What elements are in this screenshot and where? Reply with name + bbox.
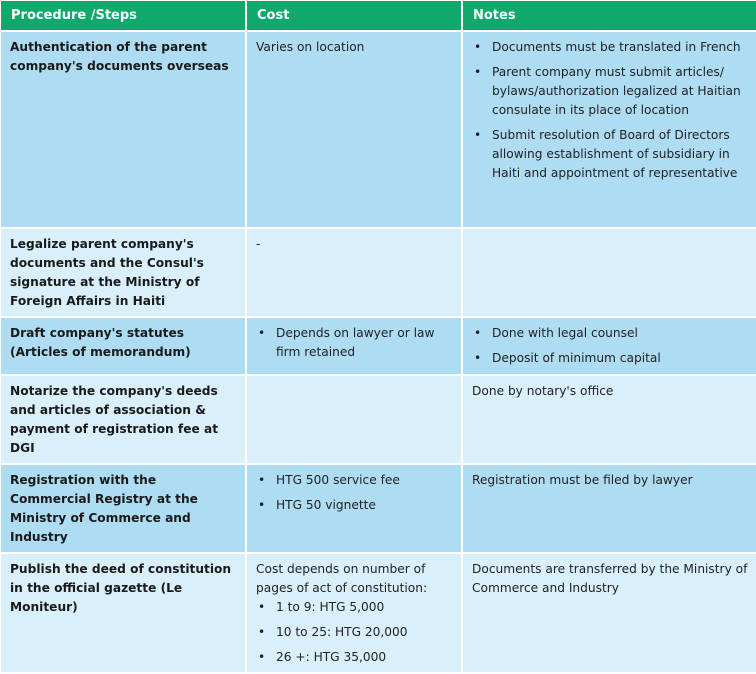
step-cell: Registration with the Commercial Registry at the Ministry of Commerce and Industry xyxy=(1,465,245,552)
table-row xyxy=(1,376,756,463)
table-row xyxy=(1,32,756,227)
step-cell: Publish the deed of constitution in the official gazette (Le Moniteur) xyxy=(1,554,245,672)
notes-list xyxy=(472,324,748,368)
step-cell: Authentication of the parent company's documents overseas xyxy=(1,32,245,227)
list-item: • Done with legal counsel xyxy=(472,324,748,343)
cost-cell xyxy=(247,318,461,374)
cost-lead-text: Cost depends on number of pages of act of constitution: xyxy=(256,562,428,595)
table-header-row xyxy=(1,1,756,30)
list-item: • 26 +: HTG 35,000 xyxy=(256,648,452,667)
step-cell: Legalize parent company's documents and the Consul's signature at the Ministry of Foreign Affairs in Haiti xyxy=(1,229,245,316)
cost-cell xyxy=(247,376,461,463)
list-item: • HTG 50 vignette xyxy=(256,496,452,515)
cost-cell: Varies on location xyxy=(247,32,461,227)
cost-cell xyxy=(247,465,461,552)
list-item: • Submit resolution of Board of Directors allowing establishment of subsidiary in Haiti and appointment of representative xyxy=(472,126,748,183)
notes-list xyxy=(472,38,748,183)
step-cell: Draft company's statutes (Articles of memorandum) xyxy=(1,318,245,374)
header-procedure-steps: Procedure /Steps xyxy=(1,1,245,30)
notes-cell: Registration must be filed by lawyer xyxy=(463,465,756,552)
header-notes: Notes xyxy=(463,1,756,30)
list-item: • Deposit of minimum capital xyxy=(472,349,748,368)
notes-cell xyxy=(463,229,756,316)
table-row xyxy=(1,229,756,316)
notes-cell xyxy=(463,32,756,227)
table-row xyxy=(1,554,756,672)
header-cost: Cost xyxy=(247,1,461,30)
notes-cell: Done by notary's office xyxy=(463,376,756,463)
list-item: • HTG 500 service fee xyxy=(256,471,452,490)
table-row xyxy=(1,318,756,374)
table-row xyxy=(1,465,756,552)
list-item: • Documents must be translated in French xyxy=(472,38,748,57)
step-cell: Notarize the company's deeds and articles of association & payment of registration fee at DGI xyxy=(1,376,245,463)
cost-cell xyxy=(247,554,461,672)
list-item: • Depends on lawyer or law firm retained xyxy=(256,324,452,362)
notes-cell xyxy=(463,318,756,374)
notes-cell: Documents are transferred by the Ministry of Commerce and Industry xyxy=(463,554,756,672)
list-item: • 1 to 9: HTG 5,000 xyxy=(256,598,452,617)
list-item: • Parent company must submit articles/ bylaws/authorization legalized at Haitian consulate in its place of location xyxy=(472,63,748,120)
list-item: • 10 to 25: HTG 20,000 xyxy=(256,623,452,642)
cost-list xyxy=(256,324,452,362)
cost-list xyxy=(256,471,452,515)
cost-cell: - xyxy=(247,229,461,316)
cost-list xyxy=(256,598,452,667)
